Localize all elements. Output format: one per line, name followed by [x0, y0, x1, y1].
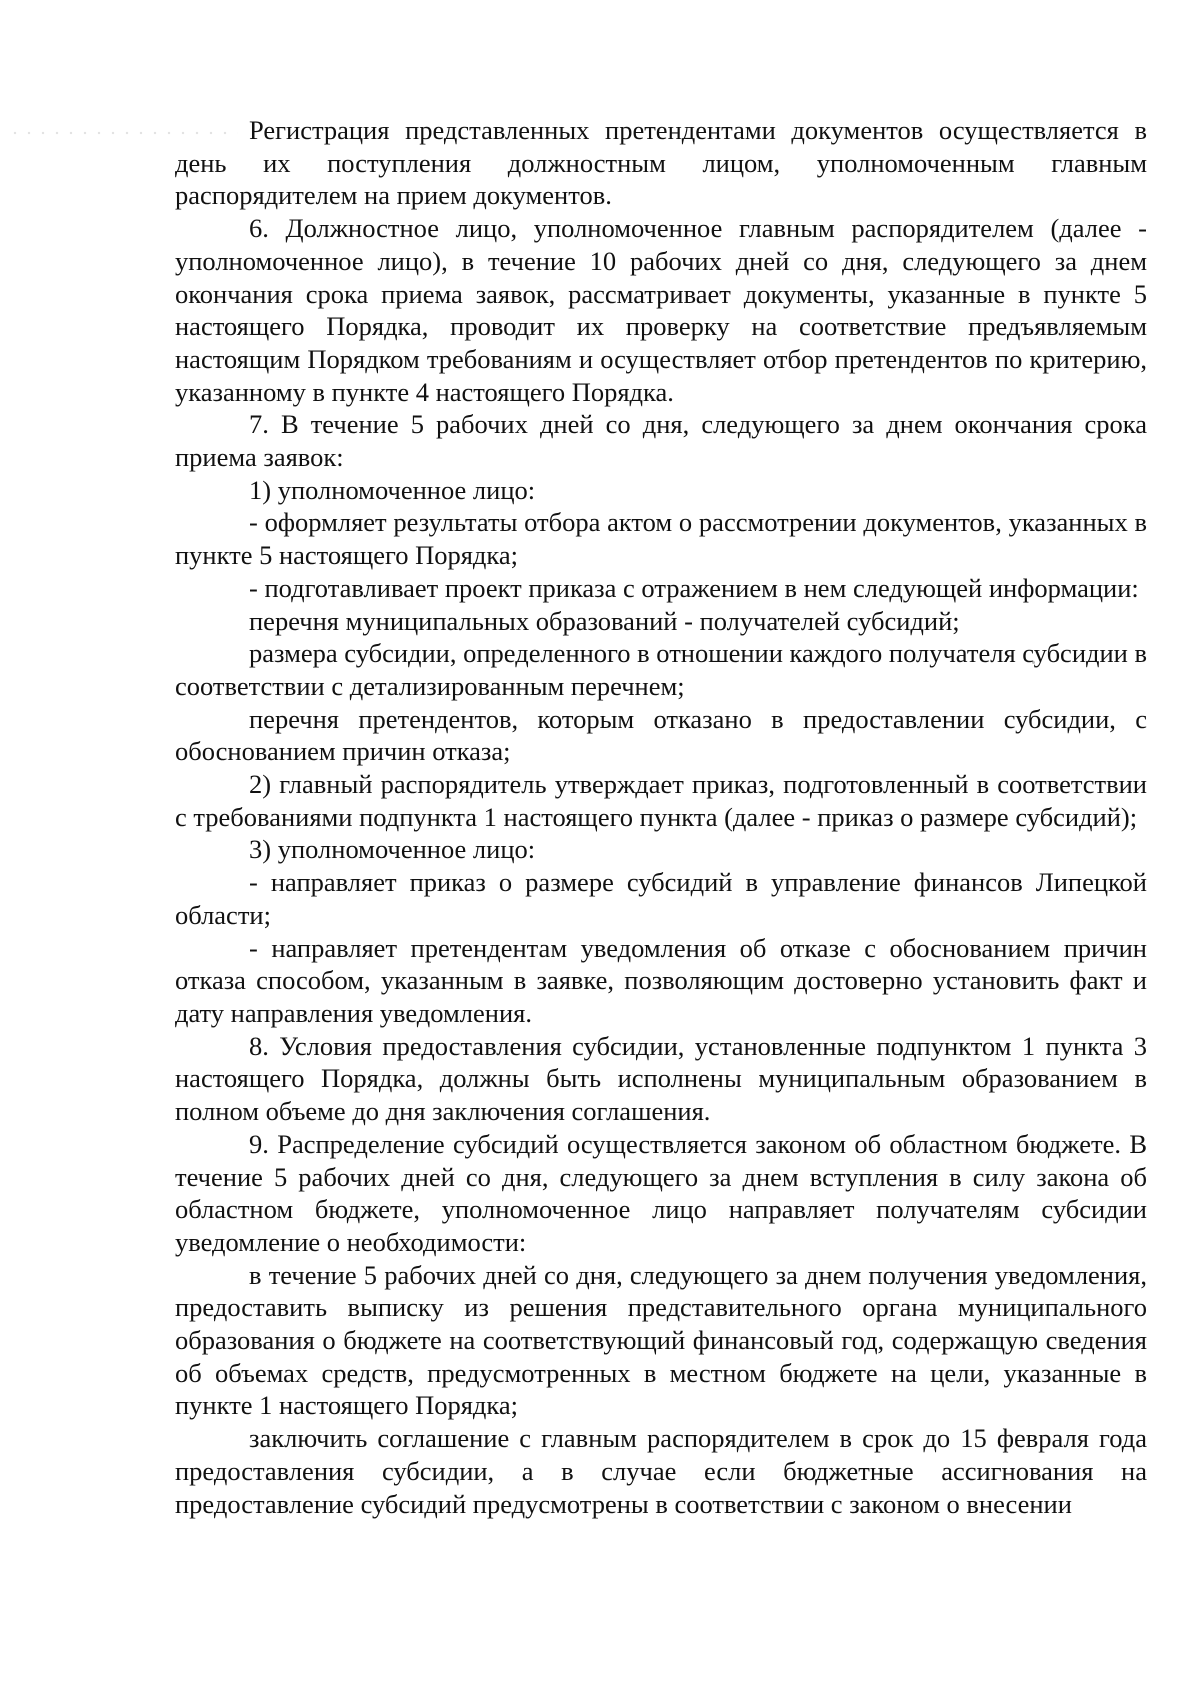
paragraph-list-amount: размера субсидии, определенного в отношении каждого получателя субсидии в соответствии с детализированным перечнем; — [175, 638, 1147, 701]
paragraph-item-6: 6. Должностное лицо, уполномоченное главным распорядителем (далее - уполномоченное лицо), в течение 10 рабочих дней со дня, следующего за днем окончания срока приема заявок, рассматривает документы, указанные в пункте 5 настоящего Порядка, проводит их проверку на соответствие предъявляемым настоящим Порядком требованиям и осуществляет отбор претендентов по критерию, указанному в пункте 4 настоящего Порядка. — [175, 213, 1147, 407]
paragraph-dash-sends-notices: - направляет претендентам уведомления об отказе с обоснованием причин отказа способом, указанным в заявке, позволяющим достоверно установить факт и дату направления уведомления. — [175, 932, 1147, 1028]
paragraph-subitem-3: 3) уполномоченное лицо: — [249, 834, 536, 865]
document-body — [175, 114, 1147, 1520]
paragraph-list-refused: перечня претендентов, которым отказано в предоставлении субсидии, с обоснованием причин отказа; — [175, 703, 1147, 767]
paragraph-list-recipients: перечня муниципальных образований - получателей субсидий; — [249, 605, 960, 636]
paragraph-item-7: 7. В течение 5 рабочих дней со дня, следующего за днем окончания срока приема заявок: — [175, 409, 1147, 473]
paragraph-dash-prepares: - подготавливает проект приказа с отражением в нем следующей информации: — [249, 572, 1139, 603]
paragraph-dash-formalizes: - оформляет результаты отбора актом о рассмотрении документов, указанных в пункте 5 настоящего Порядка; — [175, 507, 1147, 571]
paragraph-subitem-1: 1) уполномоченное лицо: — [249, 474, 536, 505]
paragraph-dash-sends-order: - направляет приказ о размере субсидий в управление финансов Липецкой области; — [175, 867, 1147, 930]
paragraph-item-8: 8. Условия предоставления субсидии, установленные подпунктом 1 пункта 3 настоящего Порядка, должны быть исполнены муниципальным образованием в полном объеме до дня заключения соглашения. — [175, 1030, 1147, 1127]
paragraph-conclude-agreement: заключить соглашение с главным распорядителем в срок до 15 февраля года предоставления субсидии, а в случае если бюджетные ассигнования на предоставление субсидий предусмотрены в соответствии с законом о внесении — [175, 1423, 1147, 1519]
paragraph-within-5-days: в течение 5 рабочих дней со дня, следующего за днем получения уведомления, предоставить выписку из решения представительного органа муниципального образования о бюджете на соответствующий финансовый год, содержащую сведения об объемах средств, предусмотренных в местном бюджете на цели, указанные в пункте 1 настоящего Порядка; — [175, 1259, 1147, 1421]
paragraph-item-9: 9. Распределение субсидий осуществляется законом об областном бюджете. В течение 5 рабочих дней со дня, следующего за днем вступления в силу закона об областном бюджете, уполномоченное лицо направляет получателям субсидии уведомление о необходимости: — [175, 1128, 1147, 1257]
paragraph-subitem-2: 2) главный распорядитель утверждает приказ, подготовленный в соответствии с требованиями подпункта 1 настоящего пункта (далее - приказ о размере субсидий); — [175, 769, 1147, 832]
paragraph-registration: Регистрация представленных претендентами документов осуществляется в день их поступления должностным лицом, уполномоченным главным распорядителем на прием документов. — [175, 115, 1147, 211]
